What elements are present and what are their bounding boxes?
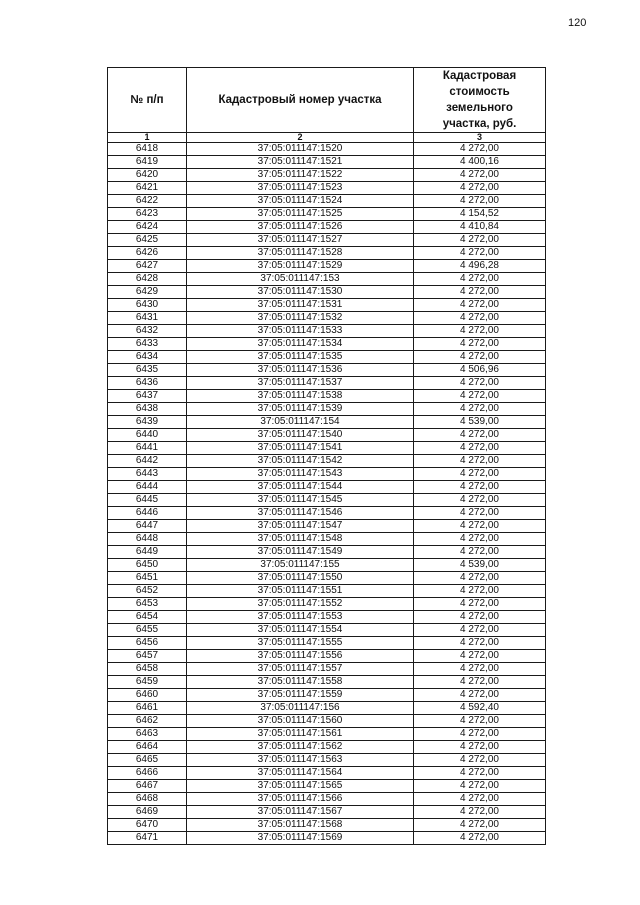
cadastral-number-cell: 37:05:011147:1531 <box>187 299 414 312</box>
table-row <box>108 195 546 208</box>
cadastral-value-cell: 4 506,96 <box>414 364 546 377</box>
cadastral-value-cell: 4 272,00 <box>414 234 546 247</box>
cadastral-value-cell: 4 272,00 <box>414 806 546 819</box>
cadastral-value-cell: 4 272,00 <box>414 819 546 832</box>
cadastral-number-cell: 37:05:011147:1552 <box>187 598 414 611</box>
cadastral-number-cell: 37:05:011147:1561 <box>187 728 414 741</box>
cadastral-number-cell: 37:05:011147:1542 <box>187 455 414 468</box>
row-number-cell: 6453 <box>108 598 187 611</box>
table-row <box>108 143 546 156</box>
row-number-cell: 6467 <box>108 780 187 793</box>
table-row <box>108 689 546 702</box>
table-row <box>108 624 546 637</box>
row-number-cell: 6461 <box>108 702 187 715</box>
cadastral-value-cell: 4 272,00 <box>414 832 546 845</box>
row-number-cell: 6459 <box>108 676 187 689</box>
table-row <box>108 676 546 689</box>
row-number-cell: 6436 <box>108 377 187 390</box>
cadastral-number-cell: 37:05:011147:1532 <box>187 312 414 325</box>
cadastral-number-cell: 37:05:011147:1563 <box>187 754 414 767</box>
cadastral-value-cell: 4 272,00 <box>414 273 546 286</box>
table-row <box>108 741 546 754</box>
cadastral-value-cell: 4 272,00 <box>414 390 546 403</box>
row-number-cell: 6440 <box>108 429 187 442</box>
cadastral-value-cell: 4 272,00 <box>414 741 546 754</box>
table-row <box>108 455 546 468</box>
cadastral-value-cell: 4 272,00 <box>414 468 546 481</box>
row-number-cell: 6462 <box>108 715 187 728</box>
cadastral-value-cell: 4 272,00 <box>414 325 546 338</box>
table-column-numbers-row <box>108 133 546 143</box>
cadastral-value-cell: 4 272,00 <box>414 637 546 650</box>
table-row <box>108 585 546 598</box>
cadastral-number-cell: 37:05:011147:1549 <box>187 546 414 559</box>
cadastral-value-cell: 4 272,00 <box>414 338 546 351</box>
cadastral-number-cell: 37:05:011147:1551 <box>187 585 414 598</box>
cadastral-value-cell: 4 272,00 <box>414 182 546 195</box>
cadastral-value-cell: 4 272,00 <box>414 494 546 507</box>
row-number-cell: 6447 <box>108 520 187 533</box>
cadastral-number-cell: 37:05:011147:1550 <box>187 572 414 585</box>
table-row <box>108 793 546 806</box>
table-row <box>108 715 546 728</box>
cadastral-number-cell: 37:05:011147:155 <box>187 559 414 572</box>
table-row <box>108 169 546 182</box>
cadastral-value-cell: 4 272,00 <box>414 546 546 559</box>
cadastral-number-cell: 37:05:011147:1560 <box>187 715 414 728</box>
cadastral-value-cell: 4 272,00 <box>414 585 546 598</box>
table-row <box>108 156 546 169</box>
cadastral-value-cell: 4 272,00 <box>414 754 546 767</box>
row-number-cell: 6431 <box>108 312 187 325</box>
cadastral-number-cell: 37:05:011147:1520 <box>187 143 414 156</box>
row-number-cell: 6437 <box>108 390 187 403</box>
cadastral-value-cell: 4 272,00 <box>414 455 546 468</box>
cadastral-number-cell: 37:05:011147:1559 <box>187 689 414 702</box>
table-row <box>108 507 546 520</box>
cadastral-value-cell: 4 272,00 <box>414 377 546 390</box>
cadastral-value-cell: 4 539,00 <box>414 559 546 572</box>
table-row <box>108 429 546 442</box>
cadastral-value-cell: 4 496,28 <box>414 260 546 273</box>
row-number-cell: 6449 <box>108 546 187 559</box>
cadastral-value-table <box>107 67 546 845</box>
cadastral-value-cell: 4 272,00 <box>414 299 546 312</box>
row-number-cell: 6443 <box>108 468 187 481</box>
cadastral-number-cell: 37:05:011147:1541 <box>187 442 414 455</box>
cadastral-number-cell: 37:05:011147:1530 <box>187 286 414 299</box>
cadastral-value-cell: 4 272,00 <box>414 780 546 793</box>
table-row <box>108 533 546 546</box>
row-number-cell: 6469 <box>108 806 187 819</box>
cadastral-value-cell: 4 272,00 <box>414 195 546 208</box>
table-row <box>108 273 546 286</box>
row-number-cell: 6428 <box>108 273 187 286</box>
cadastral-number-cell: 37:05:011147:1528 <box>187 247 414 260</box>
cadastral-value-cell: 4 272,00 <box>414 650 546 663</box>
cadastral-number-cell: 37:05:011147:1529 <box>187 260 414 273</box>
table-body <box>108 143 546 845</box>
row-number-cell: 6423 <box>108 208 187 221</box>
table-row <box>108 247 546 260</box>
cadastral-number-cell: 37:05:011147:1564 <box>187 767 414 780</box>
cadastral-number-cell: 37:05:011147:1543 <box>187 468 414 481</box>
cadastral-value-cell: 4 272,00 <box>414 351 546 364</box>
row-number-cell: 6445 <box>108 494 187 507</box>
cadastral-value-cell: 4 272,00 <box>414 715 546 728</box>
column-number-1: 1 <box>108 133 187 143</box>
row-number-cell: 6439 <box>108 416 187 429</box>
table-row <box>108 767 546 780</box>
table-row <box>108 182 546 195</box>
row-number-cell: 6454 <box>108 611 187 624</box>
table-row <box>108 598 546 611</box>
cadastral-value-cell: 4 272,00 <box>414 676 546 689</box>
cadastral-value-cell: 4 592,40 <box>414 702 546 715</box>
row-number-cell: 6452 <box>108 585 187 598</box>
cadastral-number-cell: 37:05:011147:1545 <box>187 494 414 507</box>
table-row <box>108 286 546 299</box>
row-number-cell: 6438 <box>108 403 187 416</box>
cadastral-number-cell: 37:05:011147:154 <box>187 416 414 429</box>
row-number-cell: 6457 <box>108 650 187 663</box>
row-number-cell: 6427 <box>108 260 187 273</box>
row-number-cell: 6446 <box>108 507 187 520</box>
row-number-cell: 6463 <box>108 728 187 741</box>
cadastral-value-cell: 4 272,00 <box>414 533 546 546</box>
cadastral-value-cell: 4 272,00 <box>414 611 546 624</box>
table-row <box>108 416 546 429</box>
cadastral-number-cell: 37:05:011147:1558 <box>187 676 414 689</box>
row-number-cell: 6468 <box>108 793 187 806</box>
cadastral-value-cell: 4 272,00 <box>414 169 546 182</box>
row-number-cell: 6460 <box>108 689 187 702</box>
cadastral-number-cell: 37:05:011147:156 <box>187 702 414 715</box>
cadastral-value-cell: 4 539,00 <box>414 416 546 429</box>
cadastral-number-cell: 37:05:011147:1526 <box>187 221 414 234</box>
cadastral-number-cell: 37:05:011147:153 <box>187 273 414 286</box>
row-number-cell: 6444 <box>108 481 187 494</box>
row-number-cell: 6442 <box>108 455 187 468</box>
table-row <box>108 806 546 819</box>
row-number-cell: 6470 <box>108 819 187 832</box>
cadastral-number-cell: 37:05:011147:1554 <box>187 624 414 637</box>
cadastral-value-cell: 4 154,52 <box>414 208 546 221</box>
row-number-cell: 6432 <box>108 325 187 338</box>
cadastral-number-cell: 37:05:011147:1523 <box>187 182 414 195</box>
cadastral-value-cell: 4 272,00 <box>414 507 546 520</box>
cadastral-number-cell: 37:05:011147:1522 <box>187 169 414 182</box>
cadastral-value-cell: 4 272,00 <box>414 663 546 676</box>
cadastral-value-cell: 4 272,00 <box>414 572 546 585</box>
table-row <box>108 611 546 624</box>
column-number-3: 3 <box>414 133 546 143</box>
table-row <box>108 572 546 585</box>
row-number-cell: 6430 <box>108 299 187 312</box>
cadastral-number-cell: 37:05:011147:1546 <box>187 507 414 520</box>
table-row <box>108 351 546 364</box>
cadastral-number-cell: 37:05:011147:1524 <box>187 195 414 208</box>
row-number-cell: 6456 <box>108 637 187 650</box>
row-number-cell: 6465 <box>108 754 187 767</box>
cadastral-number-cell: 37:05:011147:1562 <box>187 741 414 754</box>
cadastral-value-cell: 4 272,00 <box>414 312 546 325</box>
cadastral-value-cell: 4 400,16 <box>414 156 546 169</box>
cadastral-number-cell: 37:05:011147:1533 <box>187 325 414 338</box>
cadastral-value-cell: 4 272,00 <box>414 793 546 806</box>
cadastral-number-cell: 37:05:011147:1544 <box>187 481 414 494</box>
table-row <box>108 754 546 767</box>
cadastral-number-cell: 37:05:011147:1547 <box>187 520 414 533</box>
row-number-cell: 6421 <box>108 182 187 195</box>
table-row <box>108 325 546 338</box>
header-cadastral-value: Кадастровая стоимость земельного участка, руб. <box>414 68 546 133</box>
table-row <box>108 494 546 507</box>
table-row <box>108 832 546 845</box>
table-header-row <box>108 68 546 133</box>
cadastral-value-cell: 4 272,00 <box>414 286 546 299</box>
table-row <box>108 312 546 325</box>
table-row <box>108 442 546 455</box>
row-number-cell: 6471 <box>108 832 187 845</box>
cadastral-value-cell: 4 272,00 <box>414 728 546 741</box>
row-number-cell: 6420 <box>108 169 187 182</box>
cadastral-value-cell: 4 272,00 <box>414 442 546 455</box>
cadastral-number-cell: 37:05:011147:1553 <box>187 611 414 624</box>
table-row <box>108 208 546 221</box>
row-number-cell: 6419 <box>108 156 187 169</box>
cadastral-number-cell: 37:05:011147:1557 <box>187 663 414 676</box>
cadastral-number-cell: 37:05:011147:1555 <box>187 637 414 650</box>
cadastral-value-cell: 4 272,00 <box>414 767 546 780</box>
row-number-cell: 6451 <box>108 572 187 585</box>
table-row <box>108 559 546 572</box>
cadastral-number-cell: 37:05:011147:1521 <box>187 156 414 169</box>
table-row <box>108 481 546 494</box>
cadastral-number-cell: 37:05:011147:1568 <box>187 819 414 832</box>
cadastral-number-cell: 37:05:011147:1534 <box>187 338 414 351</box>
table-row <box>108 390 546 403</box>
row-number-cell: 6422 <box>108 195 187 208</box>
cadastral-value-cell: 4 272,00 <box>414 429 546 442</box>
row-number-cell: 6450 <box>108 559 187 572</box>
table-row <box>108 780 546 793</box>
cadastral-value-cell: 4 410,84 <box>414 221 546 234</box>
row-number-cell: 6418 <box>108 143 187 156</box>
page-number: 120 <box>568 17 587 29</box>
row-number-cell: 6435 <box>108 364 187 377</box>
table-row <box>108 338 546 351</box>
cadastral-value-cell: 4 272,00 <box>414 403 546 416</box>
table-row <box>108 702 546 715</box>
table-row <box>108 221 546 234</box>
table-row <box>108 377 546 390</box>
cadastral-number-cell: 37:05:011147:1556 <box>187 650 414 663</box>
cadastral-number-cell: 37:05:011147:1548 <box>187 533 414 546</box>
table-row <box>108 650 546 663</box>
row-number-cell: 6433 <box>108 338 187 351</box>
cadastral-number-cell: 37:05:011147:1540 <box>187 429 414 442</box>
table-row <box>108 260 546 273</box>
cadastral-number-cell: 37:05:011147:1539 <box>187 403 414 416</box>
cadastral-number-cell: 37:05:011147:1537 <box>187 377 414 390</box>
table-row <box>108 663 546 676</box>
cadastral-value-cell: 4 272,00 <box>414 247 546 260</box>
row-number-cell: 6448 <box>108 533 187 546</box>
cadastral-value-cell: 4 272,00 <box>414 481 546 494</box>
table-row <box>108 520 546 533</box>
row-number-cell: 6455 <box>108 624 187 637</box>
table-row <box>108 637 546 650</box>
table-row <box>108 819 546 832</box>
cadastral-value-cell: 4 272,00 <box>414 520 546 533</box>
cadastral-number-cell: 37:05:011147:1567 <box>187 806 414 819</box>
row-number-cell: 6441 <box>108 442 187 455</box>
cadastral-number-cell: 37:05:011147:1535 <box>187 351 414 364</box>
column-number-2: 2 <box>187 133 414 143</box>
row-number-cell: 6466 <box>108 767 187 780</box>
header-row-number: № п/п <box>108 68 187 133</box>
cadastral-number-cell: 37:05:011147:1536 <box>187 364 414 377</box>
row-number-cell: 6424 <box>108 221 187 234</box>
cadastral-number-cell: 37:05:011147:1569 <box>187 832 414 845</box>
cadastral-value-cell: 4 272,00 <box>414 598 546 611</box>
header-cadastral-number: Кадастровый номер участка <box>187 68 414 133</box>
row-number-cell: 6425 <box>108 234 187 247</box>
cadastral-number-cell: 37:05:011147:1566 <box>187 793 414 806</box>
table-row <box>108 234 546 247</box>
row-number-cell: 6426 <box>108 247 187 260</box>
row-number-cell: 6434 <box>108 351 187 364</box>
table-row <box>108 299 546 312</box>
table-row <box>108 403 546 416</box>
cadastral-number-cell: 37:05:011147:1565 <box>187 780 414 793</box>
table-row <box>108 364 546 377</box>
row-number-cell: 6464 <box>108 741 187 754</box>
cadastral-value-cell: 4 272,00 <box>414 689 546 702</box>
row-number-cell: 6458 <box>108 663 187 676</box>
cadastral-number-cell: 37:05:011147:1525 <box>187 208 414 221</box>
cadastral-number-cell: 37:05:011147:1538 <box>187 390 414 403</box>
row-number-cell: 6429 <box>108 286 187 299</box>
cadastral-value-cell: 4 272,00 <box>414 624 546 637</box>
table-row <box>108 546 546 559</box>
table-row <box>108 728 546 741</box>
cadastral-value-cell: 4 272,00 <box>414 143 546 156</box>
table-row <box>108 468 546 481</box>
cadastral-number-cell: 37:05:011147:1527 <box>187 234 414 247</box>
